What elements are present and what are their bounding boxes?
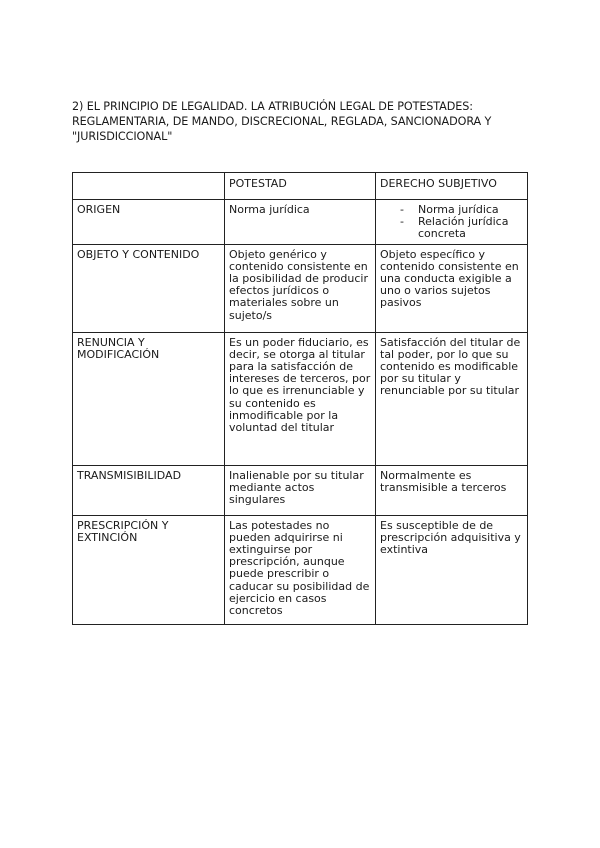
derecho-list xyxy=(380,204,523,241)
derecho-cell: Normalmente es transmisible a terceros xyxy=(376,465,528,515)
table-row-transmisibilidad xyxy=(73,465,528,515)
table-header-row xyxy=(73,173,528,200)
derecho-cell xyxy=(376,200,528,245)
potestad-cell: Objeto genérico y contenido consistente en la posibilidad de producir efectos jurídicos o materiales sobre un sujeto/s xyxy=(225,244,376,332)
row-label: TRANSMISIBILIDAD xyxy=(73,465,225,515)
table-row-objeto xyxy=(73,244,528,332)
table-row-origen xyxy=(73,200,528,245)
derecho-cell: Satisfacción del titular de tal poder, por lo que su contenido es modificable por su titular y renunciable por su titular xyxy=(376,332,528,465)
table-row-prescripcion xyxy=(73,515,528,624)
section-heading xyxy=(72,99,532,144)
potestad-cell: Es un poder fiduciario, es decir, se otorga al titular para la satisfacción de intereses de terceros, por lo que es irrenunciable y su contenido es inmodificable por la voluntad del titular xyxy=(225,332,376,465)
heading-line-2: REGLAMENTARIA, DE MANDO, DISCRECIONAL, REGLADA, SANCIONADORA Y xyxy=(72,115,492,128)
list-item: - Norma jurídica xyxy=(400,204,523,216)
row-label: RENUNCIA Y MODIFICACIÓN xyxy=(73,332,225,465)
potestad-cell: Norma jurídica xyxy=(225,200,376,245)
row-label: PRESCRIPCIÓN Y EXTINCIÓN xyxy=(73,515,225,624)
potestad-cell: Inalienable por su titular mediante actos singulares xyxy=(225,465,376,515)
row-label: OBJETO Y CONTENIDO xyxy=(73,244,225,332)
list-item: - Relación jurídica concreta xyxy=(400,216,523,240)
header-cell-potestad: POTESTAD xyxy=(225,173,376,200)
derecho-cell: Objeto específico y contenido consistente en una conducta exigible a uno o varios sujetos pasivos xyxy=(376,244,528,332)
comparison-table xyxy=(72,172,528,625)
table-row-renuncia xyxy=(73,332,528,465)
heading-line-1: 2) EL PRINCIPIO DE LEGALIDAD. LA ATRIBUCIÓN LEGAL DE POTESTADES: xyxy=(72,100,473,113)
header-cell-derecho-subjetivo: DERECHO SUBJETIVO xyxy=(376,173,528,200)
header-cell-empty xyxy=(73,173,225,200)
heading-line-3: "JURISDICCIONAL" xyxy=(72,130,173,143)
row-label: ORIGEN xyxy=(73,200,225,245)
derecho-cell: Es susceptible de de prescripción adquisitiva y extintiva xyxy=(376,515,528,624)
potestad-cell: Las potestades no pueden adquirirse ni extinguirse por prescripción, aunque puede prescribir o caducar su posibilidad de ejercicio en casos concretos xyxy=(225,515,376,624)
